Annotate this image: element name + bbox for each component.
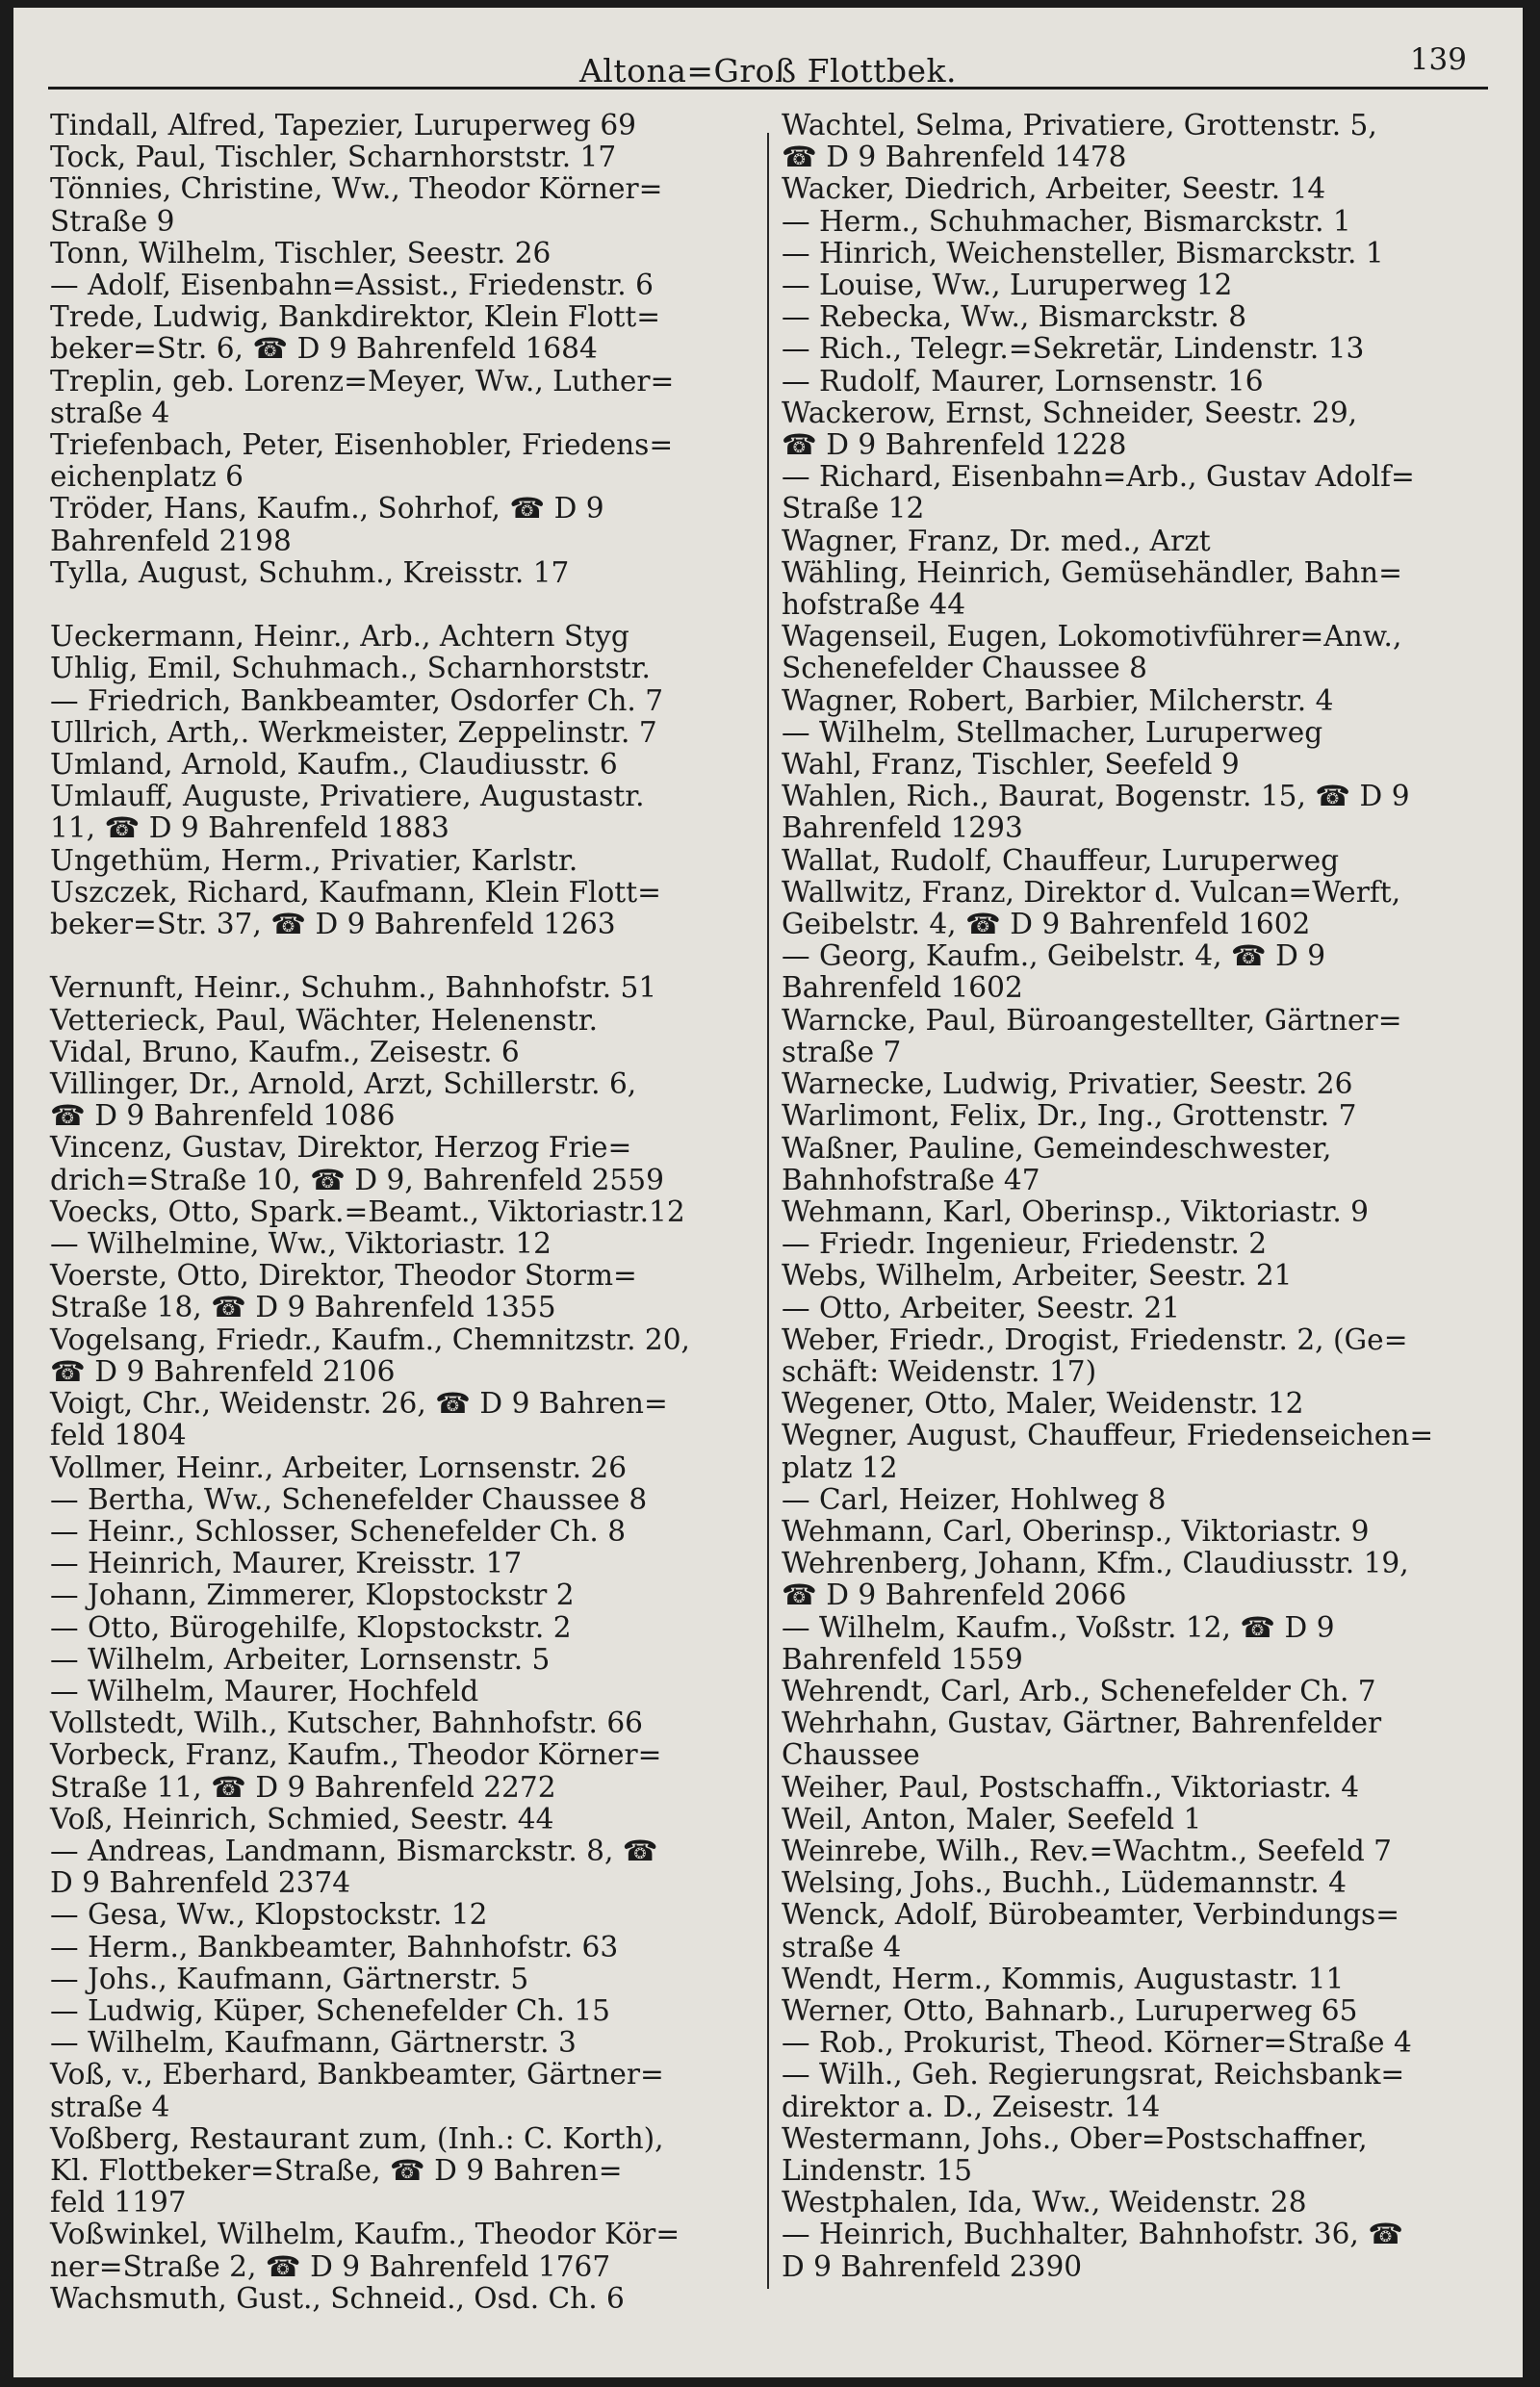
entry-line: Voß, Heinrich, Schmied, Seestr. 44	[50, 1802, 554, 1835]
directory-entry	[50, 1835, 735, 1899]
entry-line: Wenck, Adolf, Bürobeamter, Verbindungs=	[782, 1898, 1400, 1932]
entry-line: — Rob., Prokurist, Theod. Körner=Straße 4	[782, 2026, 1412, 2060]
entry-line: Schenefelder Chaussee 8	[782, 652, 1147, 685]
entry-line: ☎ D 9 Bahrenfeld 2066	[782, 1578, 1127, 1612]
directory-entry	[782, 1293, 1484, 1324]
entry-line: — Wilhelm, Stellmacher, Luruperweg	[782, 715, 1323, 749]
entry-line: straße 4	[782, 1930, 902, 1964]
directory-entry	[50, 110, 735, 141]
entry-line: Vollstedt, Wilh., Kutscher, Bahnhofstr. 66	[50, 1707, 643, 1740]
directory-entry	[50, 1932, 735, 1964]
entry-line: — Friedr. Ingenieur, Friedenstr. 2	[782, 1227, 1268, 1261]
entry-line: ☎ D 9 Bahrenfeld 1478	[782, 141, 1127, 174]
directory-entry	[50, 1548, 735, 1579]
entry-line: ☎ D 9 Bahrenfeld 1228	[782, 428, 1127, 462]
entry-line: Wagner, Robert, Barbier, Milcherstr. 4	[782, 683, 1334, 717]
entry-line: Wacker, Diedrich, Arbeiter, Seestr. 14	[782, 172, 1326, 206]
directory-entry	[50, 621, 735, 653]
entry-line: Westermann, Johs., Ober=Postschaffner,	[782, 2121, 1368, 2155]
directory-entry	[782, 1260, 1484, 1292]
section-gap	[50, 589, 735, 621]
directory-entry	[782, 238, 1484, 270]
entry-line: — Wilhelm, Maurer, Hochfeld	[50, 1674, 479, 1707]
directory-entry	[50, 845, 735, 877]
directory-entry	[50, 1132, 735, 1195]
entry-line: — Ludwig, Küper, Schenefelder Ch. 15	[50, 1993, 611, 2027]
entry-line: Ullrich, Arth,. Werkmeister, Zeppelinstr. 7	[50, 715, 657, 749]
entry-line: straße 4	[50, 2090, 170, 2123]
entry-line: straße 7	[782, 1035, 902, 1068]
directory-entry	[782, 2027, 1484, 2059]
directory-entry	[782, 1612, 1484, 1676]
entry-line: Vorbeck, Franz, Kaufm., Theodor Körner=	[50, 1738, 662, 1772]
entry-line: Wallwitz, Franz, Direktor d. Vulcan=Werft,	[782, 875, 1401, 909]
entry-line: — Herm., Schuhmacher, Bismarckstr. 1	[782, 204, 1351, 238]
page-title: Altona=Groß Flottbek.	[578, 52, 958, 90]
entry-line: hofstraße 44	[782, 588, 966, 622]
directory-entry	[782, 1196, 1484, 1228]
entry-line: Bahrenfeld 2198	[50, 524, 292, 557]
directory-entry	[782, 1772, 1484, 1804]
directory-entry	[50, 1484, 735, 1516]
directory-entry	[50, 493, 735, 556]
entry-line: — Heinrich, Maurer, Kreisstr. 17	[50, 1547, 523, 1580]
directory-entry	[782, 621, 1484, 684]
entry-line: Warnecke, Ludwig, Privatier, Seestr. 26	[782, 1067, 1353, 1101]
page-number: 139	[1409, 42, 1467, 77]
entry-line: — Wilh., Geh. Regierungsrat, Reichsbank=	[782, 2058, 1405, 2092]
entry-line: — Wilhelm, Kaufmann, Gärtnerstr. 3	[50, 2026, 577, 2060]
entry-line: Vollmer, Heinr., Arbeiter, Lornsenstr. 26	[50, 1450, 628, 1484]
entry-line: Welsing, Johs., Buchh., Lüdemannstr. 4	[782, 1866, 1347, 1900]
directory-entry	[50, 141, 735, 173]
directory-entry	[782, 1867, 1484, 1899]
directory-entry	[782, 398, 1484, 461]
entry-line: Warncke, Paul, Büroangestellter, Gärtner=	[782, 1003, 1402, 1037]
directory-entry	[50, 1612, 735, 1644]
entry-line: Vogelsang, Friedr., Kaufm., Chemnitzstr. 20,	[50, 1322, 690, 1356]
directory-entry	[782, 1100, 1484, 1132]
directory-page	[13, 8, 1523, 2377]
directory-entry	[782, 110, 1484, 173]
directory-entry	[782, 1420, 1484, 1483]
entry-line: Voß, v., Eberhard, Bankbeamter, Gärtner=	[50, 2058, 664, 2092]
directory-entry	[782, 461, 1484, 525]
directory-entry	[50, 1644, 735, 1676]
entry-line: Vetterieck, Paul, Wächter, Helenenstr.	[50, 1003, 599, 1037]
directory-entry	[50, 1964, 735, 1995]
directory-entry	[50, 1516, 735, 1548]
directory-entry	[50, 301, 735, 365]
directory-entry	[50, 1452, 735, 1484]
directory-entry	[50, 270, 735, 301]
entry-line: Straße 9	[50, 204, 175, 238]
entry-line: Weber, Friedr., Drogist, Friedenstr. 2, (Ge=	[782, 1322, 1408, 1356]
entry-line: Geibelstr. 4, ☎ D 9 Bahrenfeld 1602	[782, 908, 1311, 941]
entry-line: direktor a. D., Zeisestr. 14	[782, 2090, 1161, 2123]
directory-entry	[50, 2219, 735, 2282]
entry-line: — Bertha, Ww., Schenefelder Chaussee 8	[50, 1482, 648, 1516]
entry-line: Wagner, Franz, Dr. med., Arzt	[782, 524, 1211, 557]
directory-entry	[50, 1324, 735, 1388]
directory-entry	[50, 685, 735, 717]
entry-line: Villinger, Dr., Arnold, Arzt, Schillerstr. 6,	[50, 1067, 637, 1101]
entry-line: Uszczek, Richard, Kaufmann, Klein Flott=	[50, 875, 661, 909]
directory-entry	[50, 557, 735, 589]
entry-line: — Friedrich, Bankbeamter, Osdorfer Ch. 7	[50, 683, 664, 717]
entry-line: Tindall, Alfred, Tapezier, Luruperweg 69	[50, 109, 636, 141]
entry-line: Treplin, geb. Lorenz=Meyer, Ww., Luther=	[50, 364, 675, 398]
directory-entry	[782, 781, 1484, 844]
entry-line: Wegner, August, Chauffeur, Friedenseichen=	[782, 1419, 1434, 1452]
entry-line: — Andreas, Landmann, Bismarckstr. 8, ☎	[50, 1834, 658, 1867]
directory-entry	[782, 1005, 1484, 1068]
directory-entry	[782, 1899, 1484, 1963]
entry-line: D 9 Bahrenfeld 2390	[782, 2249, 1083, 2283]
entry-line: Wagenseil, Eugen, Lokomotivführer=Anw.,	[782, 620, 1402, 654]
entry-line: 11, ☎ D 9 Bahrenfeld 1883	[50, 811, 449, 845]
directory-entry	[50, 1196, 735, 1228]
directory-entry	[50, 717, 735, 749]
directory-entry	[782, 526, 1484, 557]
directory-entry	[50, 1899, 735, 1931]
directory-entry	[782, 1676, 1484, 1707]
directory-entry	[782, 2123, 1484, 2187]
directory-entry	[782, 1484, 1484, 1516]
entry-line: Straße 12	[782, 492, 925, 526]
entry-line: Warlimont, Felix, Dr., Ing., Grottenstr. 7	[782, 1099, 1357, 1133]
entry-line: Vernunft, Heinr., Schuhm., Bahnhofstr. 51	[50, 971, 657, 1005]
entry-line: — Johs., Kaufmann, Gärtnerstr. 5	[50, 1962, 529, 1995]
entry-line: — Johann, Zimmerer, Klopstockstr 2	[50, 1578, 575, 1612]
entry-line: D 9 Bahrenfeld 2374	[50, 1866, 351, 1900]
directory-entry	[782, 173, 1484, 205]
entry-line: — Louise, Ww., Luruperweg 12	[782, 269, 1233, 302]
directory-entry	[50, 366, 735, 429]
entry-line: — Rebecka, Ww., Bismarckstr. 8	[782, 300, 1247, 334]
entry-line: Uhlig, Emil, Schuhmach., Scharnhorststr.	[50, 652, 651, 685]
entry-line: Ungethüm, Herm., Privatier, Karlstr.	[50, 843, 578, 877]
directory-entry	[50, 2283, 735, 2315]
entry-line: Tock, Paul, Tischler, Scharnhorststr. 17	[50, 141, 617, 174]
entry-line: Webs, Wilhelm, Arbeiter, Seestr. 21	[782, 1259, 1293, 1293]
entry-line: Umland, Arnold, Kaufm., Claudiusstr. 6	[50, 748, 618, 782]
entry-line: schäft: Weidenstr. 17)	[782, 1354, 1097, 1388]
entry-line: Wackerow, Ernst, Schneider, Seestr. 29,	[782, 396, 1358, 429]
entry-line: Tylla, August, Schuhm., Kreisstr. 17	[50, 555, 570, 589]
directory-entry	[782, 749, 1484, 781]
directory-entry	[782, 206, 1484, 238]
entry-line: Westphalen, Ida, Ww., Weidenstr. 28	[782, 2186, 1307, 2220]
column-divider	[767, 133, 769, 2289]
directory-entry	[782, 877, 1484, 940]
directory-entry	[50, 1260, 735, 1323]
entry-line: Wähling, Heinrich, Gemüsehändler, Bahn=	[782, 555, 1402, 589]
entry-line: Waßner, Pauline, Gemeindeschwester,	[782, 1131, 1332, 1165]
entry-line: Bahrenfeld 1293	[782, 811, 1023, 845]
directory-entry	[50, 1579, 735, 1611]
entry-line: Wehmann, Carl, Oberinsp., Viktoriastr. 9	[782, 1514, 1370, 1548]
directory-entry	[782, 940, 1484, 1004]
directory-entry	[782, 1707, 1484, 1771]
entry-line: Ueckermann, Heinr., Arb., Achtern Styg	[50, 620, 629, 654]
directory-entry	[50, 1388, 735, 1451]
directory-entry	[50, 781, 735, 844]
directory-entry	[50, 653, 735, 684]
directory-entry	[50, 173, 735, 237]
entry-line: Bahrenfeld 1602	[782, 971, 1023, 1005]
directory-entry	[782, 2059, 1484, 2122]
directory-entry	[782, 1995, 1484, 2027]
entry-line: feld 1804	[50, 1419, 187, 1452]
directory-entry	[782, 301, 1484, 333]
directory-entry	[782, 1388, 1484, 1420]
directory-entry	[50, 1804, 735, 1835]
entry-line: — Hinrich, Weichensteller, Bismarckstr. 1	[782, 236, 1384, 270]
entry-line: Wehrendt, Carl, Arb., Schenefelder Ch. 7	[782, 1674, 1376, 1707]
entry-line: Wehmann, Karl, Oberinsp., Viktoriastr. 9	[782, 1194, 1369, 1228]
header-rule	[48, 87, 1488, 90]
entry-line: beker=Str. 6, ☎ D 9 Bahrenfeld 1684	[50, 332, 598, 366]
entry-line: Straße 11, ☎ D 9 Bahrenfeld 2272	[50, 1770, 556, 1804]
right-column	[782, 110, 1484, 2283]
directory-entry	[50, 1995, 735, 2027]
entry-line: Wahlen, Rich., Baurat, Bogenstr. 15, ☎ D 9	[782, 780, 1410, 813]
directory-entry	[782, 1835, 1484, 1867]
entry-line: Wegener, Otto, Maler, Weidenstr. 12	[782, 1387, 1304, 1421]
entry-line: — Adolf, Eisenbahn=Assist., Friedenstr. 6	[50, 269, 654, 302]
directory-entry	[782, 2219, 1484, 2282]
directory-entry	[782, 1133, 1484, 1196]
entry-line: Wendt, Herm., Kommis, Augustastr. 11	[782, 1962, 1345, 1995]
directory-entry	[50, 1228, 735, 1260]
entry-line: Umlauff, Auguste, Privatiere, Augustastr.	[50, 780, 645, 813]
directory-entry	[782, 270, 1484, 301]
directory-entry	[50, 2027, 735, 2059]
entry-line: platz 12	[782, 1450, 898, 1484]
entry-line: — Rich., Telegr.=Sekretär, Lindenstr. 13	[782, 332, 1365, 366]
directory-entry	[782, 685, 1484, 717]
entry-line: Tröder, Hans, Kaufm., Sohrhof, ☎ D 9	[50, 492, 604, 526]
entry-line: — Georg, Kaufm., Geibelstr. 4, ☎ D 9	[782, 939, 1326, 973]
entry-line: Bahrenfeld 1559	[782, 1642, 1023, 1676]
directory-entry	[782, 845, 1484, 877]
entry-line: — Wilhelmine, Ww., Viktoriastr. 12	[50, 1227, 552, 1261]
entry-line: Wachtel, Selma, Privatiere, Grottenstr. 5,	[782, 109, 1377, 141]
entry-line: ner=Straße 2, ☎ D 9 Bahrenfeld 1767	[50, 2249, 611, 2283]
directory-entry	[50, 1037, 735, 1068]
directory-entry	[50, 2059, 735, 2122]
entry-line: — Herm., Bankbeamter, Bahnhofstr. 63	[50, 1930, 619, 1964]
entry-line: Wahl, Franz, Tischler, Seefeld 9	[782, 748, 1240, 782]
entry-line: Trede, Ludwig, Bankdirektor, Klein Flott=	[50, 300, 661, 334]
directory-entry	[782, 1068, 1484, 1100]
entry-line: — Richard, Eisenbahn=Arb., Gustav Adolf=	[782, 460, 1415, 494]
directory-entry	[782, 1964, 1484, 1995]
entry-line: drich=Straße 10, ☎ D 9, Bahrenfeld 2559	[50, 1163, 664, 1196]
section-gap	[50, 940, 735, 972]
entry-line: Voßwinkel, Wilhelm, Kaufm., Theodor Kör=	[50, 2218, 680, 2251]
directory-entry	[782, 366, 1484, 398]
entry-line: straße 4	[50, 396, 170, 429]
page-header	[13, 42, 1523, 100]
directory-entry	[50, 2123, 735, 2220]
directory-entry	[50, 1676, 735, 1707]
directory-entry	[782, 333, 1484, 365]
entry-line: ☎ D 9 Bahrenfeld 2106	[50, 1354, 396, 1388]
entry-line: Bahnhofstraße 47	[782, 1163, 1040, 1196]
directory-entry	[782, 1804, 1484, 1835]
entry-line: Voßberg, Restaurant zum, (Inh.: C. Korth),	[50, 2121, 664, 2155]
entry-line: Voigt, Chr., Weidenstr. 26, ☎ D 9 Bahren=	[50, 1387, 668, 1421]
entry-line: Triefenbach, Peter, Eisenhobler, Friedens=	[50, 428, 674, 462]
entry-line: Wehrenberg, Johann, Kfm., Claudiusstr. 19,	[782, 1547, 1409, 1580]
entry-line: — Otto, Arbeiter, Seestr. 21	[782, 1291, 1180, 1324]
entry-line: — Gesa, Ww., Klopstockstr. 12	[50, 1898, 488, 1932]
entry-line: Chaussee	[782, 1738, 920, 1772]
directory-entry	[50, 1739, 735, 1803]
directory-entry	[782, 717, 1484, 749]
entry-line: Voecks, Otto, Spark.=Beamt., Viktoriastr.12	[50, 1194, 685, 1228]
directory-entry	[782, 557, 1484, 621]
directory-entry	[782, 1548, 1484, 1611]
entry-line: — Carl, Heizer, Hohlweg 8	[782, 1482, 1167, 1516]
entry-line: Tonn, Wilhelm, Tischler, Seestr. 26	[50, 236, 552, 270]
entry-line: Tönnies, Christine, Ww., Theodor Körner=	[50, 172, 663, 206]
directory-entry	[782, 1324, 1484, 1388]
directory-entry	[782, 1228, 1484, 1260]
directory-entry	[782, 1516, 1484, 1548]
entry-line: Vincenz, Gustav, Direktor, Herzog Frie=	[50, 1131, 632, 1165]
entry-line: Voerste, Otto, Direktor, Theodor Storm=	[50, 1259, 637, 1293]
directory-entry	[50, 238, 735, 270]
entry-line: beker=Str. 37, ☎ D 9 Bahrenfeld 1263	[50, 908, 616, 941]
entry-line: Weiher, Paul, Postschaffn., Viktoriastr. 4	[782, 1770, 1360, 1804]
entry-line: Wehrhahn, Gustav, Gärtner, Bahrenfelder	[782, 1707, 1382, 1740]
directory-entry	[50, 1005, 735, 1037]
entry-line: Vidal, Bruno, Kaufm., Zeisestr. 6	[50, 1035, 520, 1068]
entry-line: Wallat, Rudolf, Chauffeur, Luruperweg	[782, 843, 1340, 877]
entry-line: Weil, Anton, Maler, Seefeld 1	[782, 1802, 1202, 1835]
entry-line: — Wilhelm, Kaufm., Voßstr. 12, ☎ D 9	[782, 1610, 1335, 1644]
directory-entry	[50, 749, 735, 781]
entry-line: — Otto, Bürogehilfe, Klopstockstr. 2	[50, 1610, 572, 1644]
directory-entry	[50, 972, 735, 1004]
directory-entry	[50, 1707, 735, 1739]
entry-line: Werner, Otto, Bahnarb., Luruperweg 65	[782, 1993, 1358, 2027]
entry-line: — Heinrich, Buchhalter, Bahnhofstr. 36, ☎	[782, 2218, 1404, 2251]
entry-line: ☎ D 9 Bahrenfeld 1086	[50, 1099, 396, 1133]
directory-entry	[50, 1068, 735, 1132]
entry-line: Kl. Flottbeker=Straße, ☎ D 9 Bahren=	[50, 2153, 623, 2187]
entry-line: Lindenstr. 15	[782, 2154, 973, 2187]
entry-line: — Wilhelm, Arbeiter, Lornsenstr. 5	[50, 1642, 551, 1676]
entry-line: Wachsmuth, Gust., Schneid., Osd. Ch. 6	[50, 2281, 625, 2315]
directory-entry	[50, 877, 735, 940]
directory-entry	[50, 429, 735, 493]
directory-entry	[782, 2187, 1484, 2219]
entry-line: eichenplatz 6	[50, 460, 244, 494]
entry-line: Straße 18, ☎ D 9 Bahrenfeld 1355	[50, 1291, 556, 1324]
entry-line: Weinrebe, Wilh., Rev.=Wachtm., Seefeld 7	[782, 1834, 1392, 1867]
entry-line: feld 1197	[50, 2186, 187, 2220]
entry-line: — Heinr., Schlosser, Schenefelder Ch. 8	[50, 1514, 627, 1548]
left-column	[50, 110, 735, 2315]
entry-line: — Rudolf, Maurer, Lornsenstr. 16	[782, 364, 1264, 398]
